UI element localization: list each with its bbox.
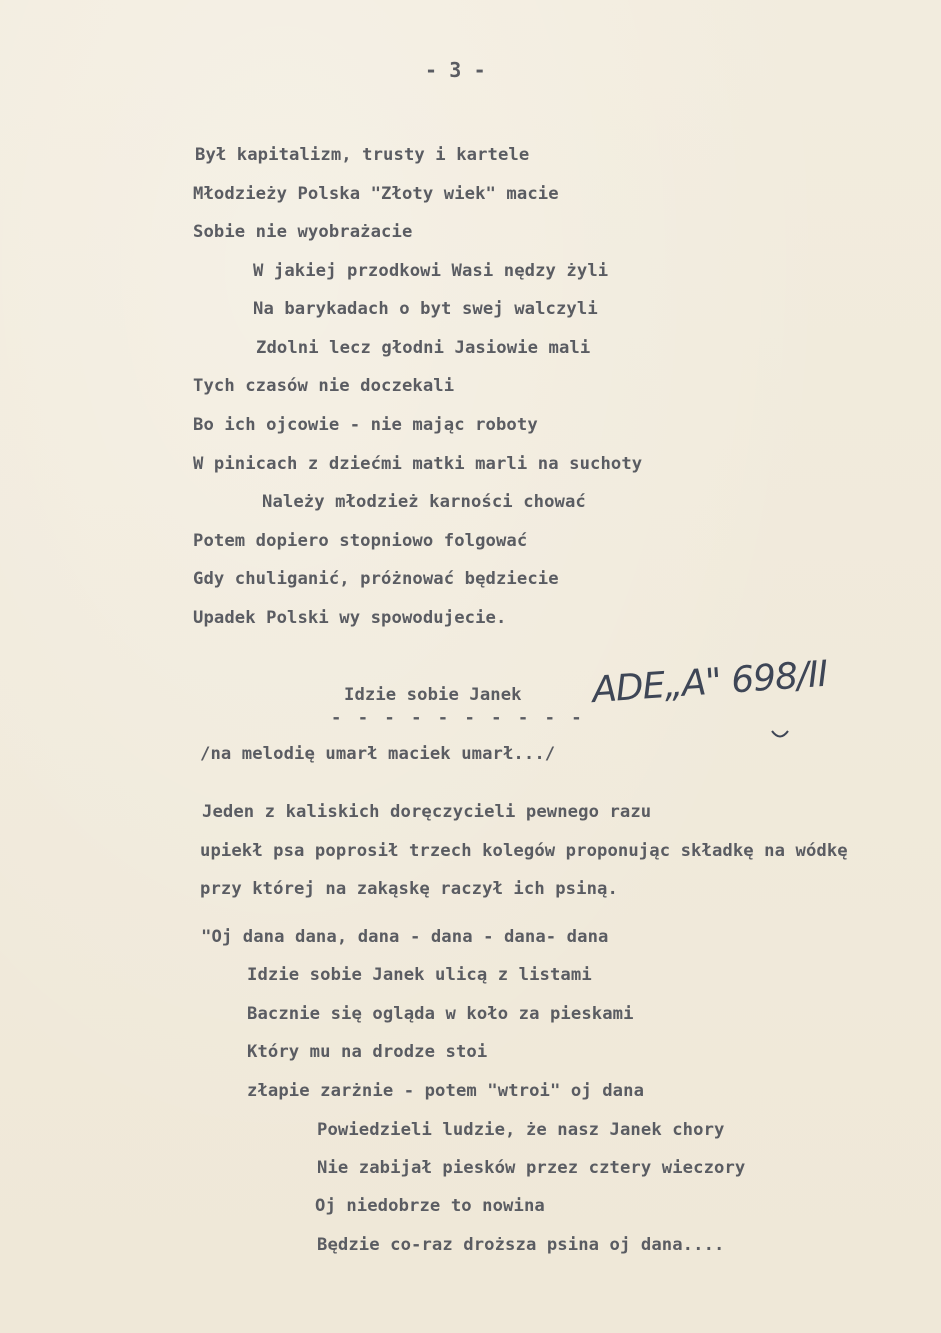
verse-line: Bacznie się ogląda w koło za pieskami: [247, 1004, 634, 1024]
verse-line: W pinicach z dziećmi matki marli na suchoty: [193, 454, 643, 474]
verse-line: Oj niedobrze to nowina: [315, 1196, 545, 1216]
intro-line: przy której na zakąskę raczył ich psiną.: [200, 879, 618, 899]
verse-line: Bo ich ojcowie - nie mając roboty: [193, 415, 538, 435]
verse-line: Upadek Polski wy spowodujecie.: [193, 608, 507, 628]
song-title: Idzie sobie Janek: [344, 685, 522, 705]
intro-line: upiekł psa poprosił trzech kolegów proponując składkę na wódkę: [200, 841, 848, 861]
verse-line: Będzie co-raz droższa psina oj dana....: [317, 1235, 725, 1255]
page-number: - 3 -: [425, 58, 486, 82]
verse-line: "Oj dana dana, dana - dana - dana- dana: [201, 927, 609, 947]
verse-line: Gdy chuliganić, próżnować będziecie: [193, 569, 559, 589]
verse-line: Zdolni lecz głodni Jasiowie mali: [256, 338, 591, 358]
melody-note: /na melodię umarł maciek umarł.../: [200, 744, 556, 764]
handwritten-tick-icon: [770, 728, 790, 742]
verse-line: złapie zarżnie - potem "wtroi" oj dana: [247, 1081, 645, 1101]
verse-line: Idzie sobie Janek ulicą z listami: [247, 965, 592, 985]
song-title-underline: - - - - - - - - - -: [331, 708, 585, 728]
verse-line: Tych czasów nie doczekali: [193, 376, 455, 396]
verse-line: Na barykadach o byt swej walczyli: [253, 299, 598, 319]
verse-line: Powiedzieli ludzie, że nasz Janek chory: [317, 1120, 725, 1140]
verse-line: Który mu na drodze stoi: [247, 1042, 488, 1062]
verse-line: Należy młodzież karności chować: [262, 492, 586, 512]
verse-line: Sobie nie wyobrażacie: [193, 222, 413, 242]
verse-line: Młodzieży Polska "Złoty wiek" macie: [193, 184, 559, 204]
intro-line: Jeden z kaliskich doręczycieli pewnego razu: [202, 802, 652, 822]
verse-line: Potem dopiero stopniowo folgować: [193, 531, 528, 551]
verse-line: Był kapitalizm, trusty i kartele: [195, 145, 530, 165]
verse-line: Nie zabijał piesków przez cztery wieczory: [317, 1158, 746, 1178]
verse-line: W jakiej przodkowi Wasi nędzy żyli: [253, 261, 609, 281]
archive-signature-handwritten: ADE„A" 698/II: [590, 653, 829, 712]
